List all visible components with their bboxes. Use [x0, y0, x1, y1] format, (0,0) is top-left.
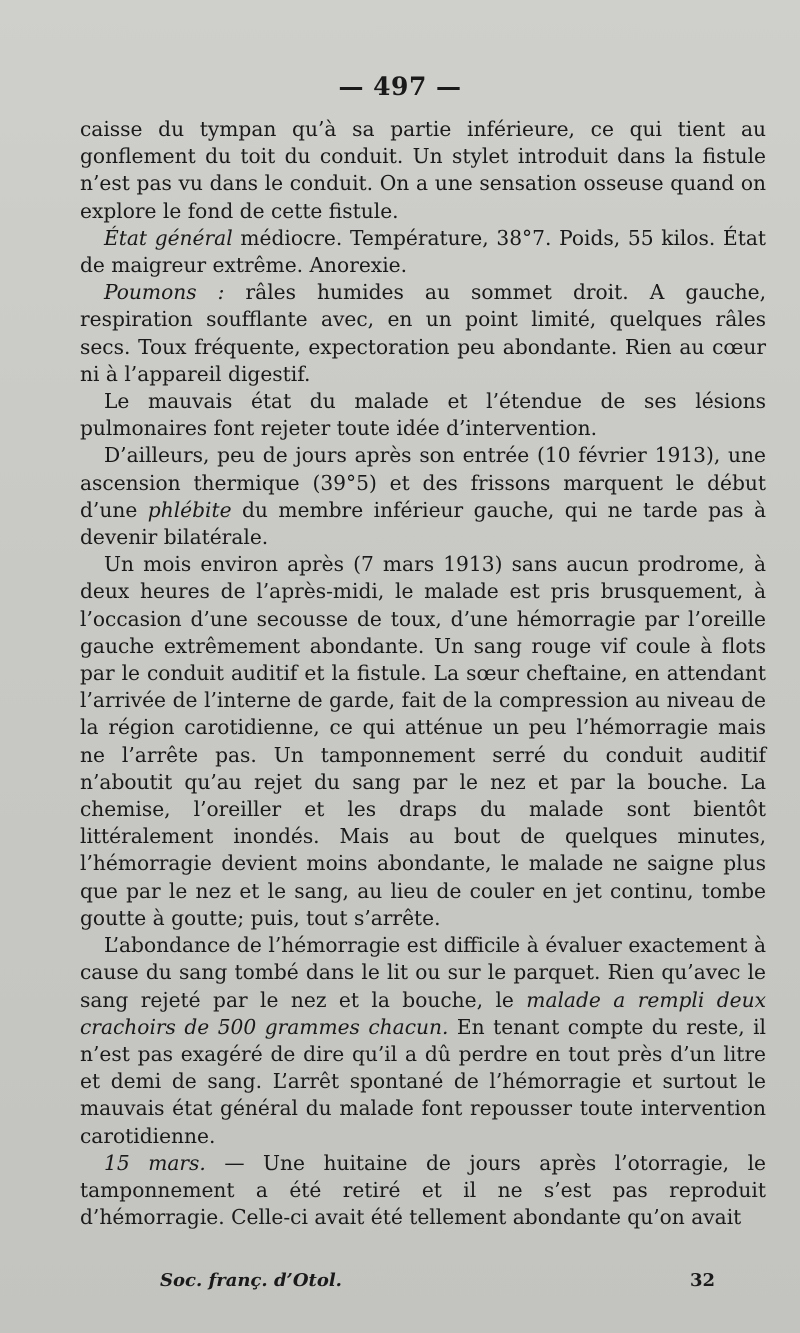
paragraph-2-text: médiocre. Température, 38°7. Poids, 55 kilos. État de maigreur extrême. Anorexie. — [80, 225, 766, 278]
paragraph-8-lead: 15 mars. — [104, 1150, 206, 1175]
paragraph-3-text: râles humides au sommet droit. A gauche, respiration soufflante avec, en un point limité, quelques râles secs. Toux fréquente, expectoration peu abondante. Rien au cœur ni à l’appareil digestif. — [80, 280, 766, 386]
paragraph-5-after: du membre inférieur gauche, qui ne tarde pas à devenir bilatérale. — [80, 497, 766, 550]
paragraph-7-after: En tenant compte du reste, il n’est pas exagéré de dire qu’il a dû perdre en tout près d’un litre et demi de sang. L’arrêt spontané de l’hémorragie et surtout le mauvais état général du malade font repousser toute intervention carotidienne. — [80, 1014, 766, 1148]
paragraph-2 — [80, 225, 766, 279]
paragraph-7-before: L’abondance de l’hémorragie est difficile à évaluer exactement à cause du sang tombé dans le lit ou sur le parquet. Rien qu’avec le sang rejeté par le nez et la bouche, le — [80, 933, 766, 1012]
paragraph-6: Un mois environ après (7 mars 1913) sans aucun prodrome, à deux heures de l’après-midi, le malade est pris brusquement, à l’occasion d’une secousse de toux, d’une hémorragie par l’oreille gauche extrêmement abondante. Un sang rouge vif coule à flots par le conduit auditif et la fistule. La sœur cheftaine, en attendant l’arrivée de l’interne de garde, fait de la compression au niveau de la région carotidienne, ce qui atténue un peu l’hémorragie mais ne l’arrête pas. Un tamponnement serré du conduit auditif n’aboutit qu’au rejet du sang par le nez et par la bouche. La chemise, l’oreiller et les draps du malade sont bientôt littéralement inondés. Mais au bout de quelques minutes, l’hémorragie devient moins abondante, le malade ne saigne plus que par le nez et le sang, au lieu de couler en jet continu, tombe goutte à goutte; puis, tout s’arrête. — [80, 552, 766, 930]
paragraph-7 — [80, 932, 766, 1150]
journal-name: Soc. franç. d’Otol. — [160, 1270, 342, 1291]
paragraph-3 — [80, 279, 766, 388]
body-text — [80, 116, 766, 1231]
paragraph-3-lead: Poumons : — [104, 280, 225, 305]
page-footer — [160, 1270, 716, 1291]
paragraph-5 — [80, 442, 766, 551]
paragraph-4: Le mauvais état du malade et l’étendue de ses lésions pulmonaires font rejeter toute idée d’intervention. — [80, 389, 766, 441]
page-number: — 497 — — [338, 72, 462, 101]
paragraph-8 — [80, 1150, 766, 1232]
paragraph-5-emph: phlébite — [147, 497, 232, 522]
paragraph-1: caisse du tympan qu’à sa partie inférieure, ce qui tient au gonflement du toit du conduit. Un stylet introduit dans la fistule n’est pas vu dans le conduit. On a une sensation osseuse quand on explore le fond de cette fistule. — [80, 117, 766, 223]
paragraph-2-lead: État général — [104, 225, 233, 250]
paragraph-7-emph: malade a rempli deux crachoirs de 500 grammes chacun. — [80, 987, 766, 1039]
paragraph-5-before: D’ailleurs, peu de jours après son entrée (10 février 1913), une ascension thermique (39°5) et des frissons marquent le début d’une — [80, 443, 766, 522]
signature-mark: 32 — [690, 1270, 716, 1291]
paragraph-8-text: — Une huitaine de jours après l’otorragie, le tamponnement a été retiré et il ne s’est pas reproduit d’hémorragie. Celle-ci avait été tellement abondante qu’on avait — [80, 1150, 766, 1230]
